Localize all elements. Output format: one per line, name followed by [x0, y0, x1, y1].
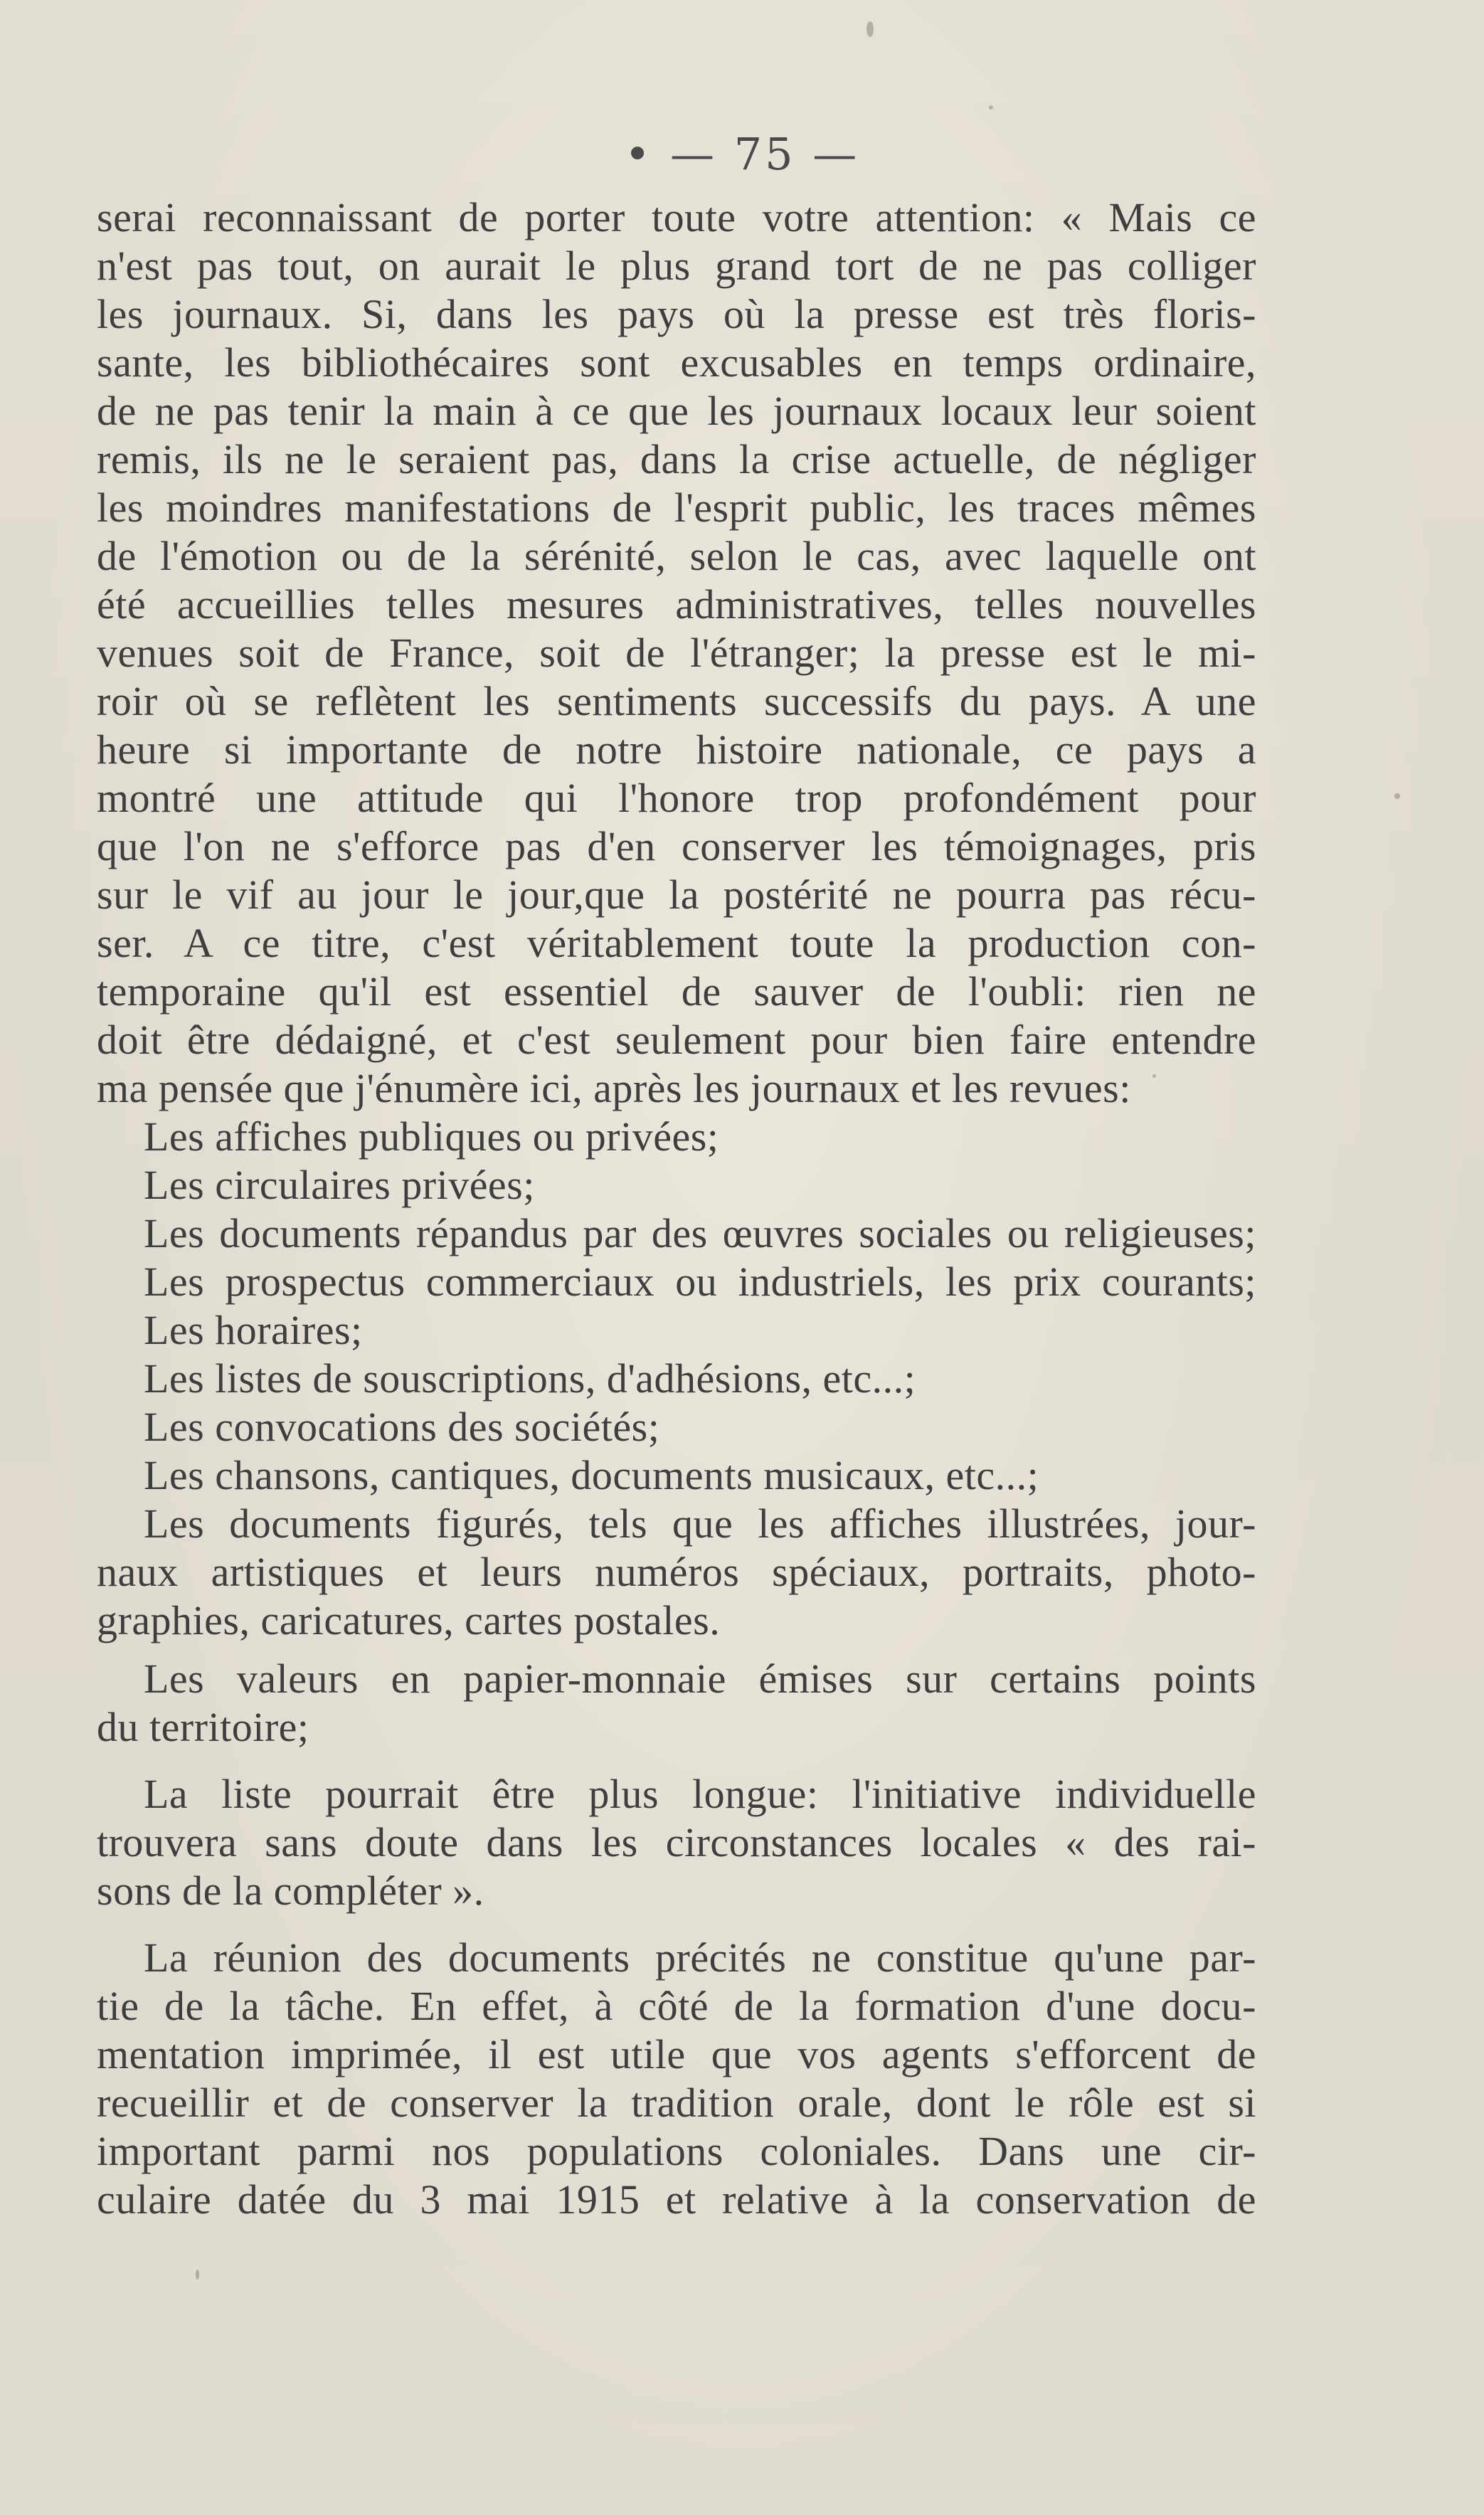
text-line: temporaine qu'il est essentiel de sauver de l'oubli: rien ne — [97, 968, 1256, 1015]
text-line: été accueillies telles mesures administratives, telles nouvelles — [97, 581, 1256, 628]
list-item: Les convocations des sociétés; — [144, 1404, 660, 1450]
page-number: • — 75 — — [624, 128, 860, 180]
list-item: Les affiches publiques ou privées; — [144, 1113, 719, 1160]
paper-speck — [196, 2270, 199, 2280]
text-line: sante, les bibliothécaires sont excusables en temps ordinaire, — [97, 339, 1256, 386]
text-line: venues soit de France, soit de l'étranger; la presse est le mi- — [97, 630, 1256, 676]
text-line: serai reconnaissant de porter toute votre attention: « Mais ce — [97, 194, 1256, 240]
text-line: graphies, caricatures, cartes postales. — [97, 1597, 721, 1643]
paragraph-liste — [97, 1770, 1256, 1915]
list-item: Les documents répandus par des œuvres sociales ou religieuses; — [144, 1210, 1256, 1256]
text-line: sons de la compléter ». — [97, 1868, 484, 1914]
text-line: recueillir et de conserver la tradition orale, dont le rôle est si — [97, 2080, 1256, 2126]
paper-speck — [866, 21, 874, 37]
list-item: Les listes de souscriptions, d'adhésions, etc...; — [144, 1355, 916, 1402]
text-line: La réunion des documents précités ne constitue qu'une par- — [144, 1934, 1256, 1981]
text-line: de ne pas tenir la main à ce que les journaux locaux leur soient — [97, 388, 1256, 434]
paper-speck — [989, 105, 993, 110]
text-line: doit être dédaigné, et c'est seulement pour bien faire entendre — [97, 1017, 1256, 1063]
list-item: Les chansons, cantiques, documents musicaux, etc...; — [144, 1452, 1039, 1498]
body-text — [97, 194, 1256, 2224]
text-line: La liste pourrait être plus longue: l'initiative individuelle — [144, 1771, 1256, 1817]
text-line: Les documents figurés, tels que les affiches illustrées, jour- — [144, 1500, 1256, 1547]
text-line: ser. A ce titre, c'est véritablement toute la production con- — [97, 920, 1256, 966]
document-list — [97, 1113, 1256, 1500]
text-line: sur le vif au jour le jour,que la postérité ne pourra pas récu- — [97, 872, 1256, 918]
text-line: heure si importante de notre histoire nationale, ce pays a — [97, 726, 1256, 773]
text-line: remis, ils ne le seraient pas, dans la crise actuelle, de négliger — [97, 436, 1256, 482]
text-line: naux artistiques et leurs numéros spéciaux, portraits, photo- — [97, 1549, 1256, 1595]
text-line: Les valeurs en papier-monnaie émises sur certains points — [144, 1656, 1256, 1702]
list-item: Les prospectus commerciaux ou industriels, les prix courants; — [144, 1259, 1256, 1305]
paragraph-journaux — [97, 194, 1256, 1113]
paragraph-reunion — [97, 1934, 1256, 2224]
text-line: important parmi nos populations coloniales. Dans une cir- — [97, 2128, 1256, 2174]
paragraph-gap — [97, 1752, 1256, 1770]
text-line: roir où se reflètent les sentiments successifs du pays. A une — [97, 678, 1256, 724]
text-line: n'est pas tout, on aurait le plus grand tort de ne pas colliger — [97, 243, 1256, 289]
text-line: culaire datée du 3 mai 1915 et relative à la conservation de — [97, 2176, 1256, 2223]
paragraph-documents-figures — [97, 1500, 1256, 1645]
text-line: de l'émotion ou de la sérénité, selon le cas, avec laquelle ont — [97, 533, 1256, 579]
text-line: montré une attitude qui l'honore trop profondément pour — [97, 775, 1256, 821]
paragraph-gap — [97, 1645, 1256, 1655]
text-line: tie de la tâche. En effet, à côté de la formation d'une docu- — [97, 1983, 1256, 2029]
paper-speck — [1394, 793, 1400, 799]
text-line: que l'on ne s'efforce pas d'en conserver les témoignages, pris — [97, 823, 1256, 869]
text-line: mentation imprimée, il est utile que vos agents s'efforcent de — [97, 2031, 1256, 2077]
text-line: du territoire; — [97, 1704, 309, 1750]
text-line: les moindres manifestations de l'esprit public, les traces mêmes — [97, 485, 1256, 531]
paragraph-valeurs — [97, 1655, 1256, 1752]
list-item: Les horaires; — [144, 1307, 363, 1353]
text-line: les journaux. Si, dans les pays où la presse est très floris- — [97, 291, 1256, 337]
text-line: ma pensée que j'énumère ici, après les journaux et les revues: — [97, 1065, 1131, 1111]
paragraph-gap — [97, 1915, 1256, 1934]
list-item: Les circulaires privées; — [144, 1162, 535, 1208]
text-line: trouvera sans doute dans les circonstances locales « des rai- — [97, 1819, 1256, 1865]
